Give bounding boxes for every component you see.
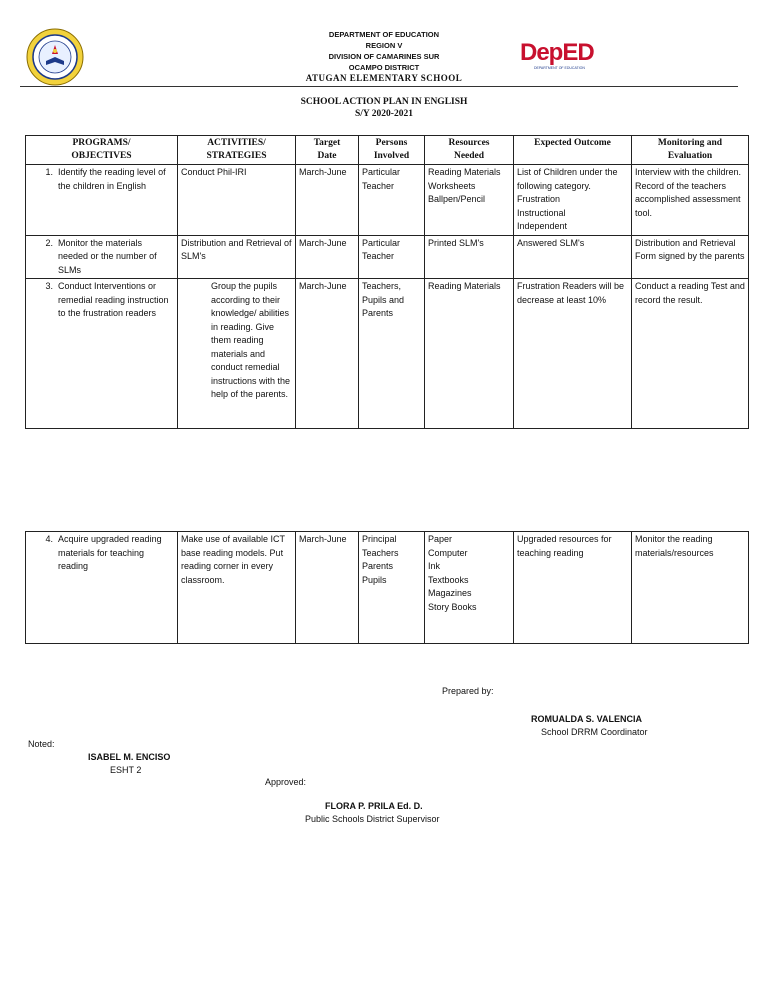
outcome-cell: Frustration Readers will be decrease at least 10% [514, 279, 632, 429]
target-cell: March-June [296, 235, 359, 279]
resources-cell: Printed SLM's [425, 235, 514, 279]
monitoring-cell: Interview with the children. Record of the teachers accomplished assessment tool. [632, 165, 749, 236]
deped-logo-text: DepED [520, 39, 594, 66]
table-header-row [26, 136, 749, 165]
target-cell: March-June [296, 532, 359, 644]
noted-by-title: ESHT 2 [110, 765, 142, 775]
objective-cell: 1. Identify the reading level of the children in English [26, 165, 178, 236]
header-programs: PROGRAMS/ OBJECTIVES [26, 136, 178, 165]
outcome-cell: List of Children under the following category. Frustration Instructional Independent [514, 165, 632, 236]
deped-logo [520, 39, 594, 74]
objective-cell: 3. Conduct Interventions or remedial reading instruction to the frustration readers [26, 279, 178, 429]
activity-cell: Make use of available ICT base reading models. Put reading corner in every classroom. [178, 532, 296, 644]
monitoring-cell: Distribution and Retrieval Form signed by the parents [632, 235, 749, 279]
header-persons: Persons Involved [359, 136, 425, 165]
activity-cell: Group the pupils according to their knowledge/ abilities in reading. Give them reading materials and conduct remedial instructions with the help of the parents. [178, 279, 296, 429]
approved-by-name: FLORA P. PRILA Ed. D. [325, 801, 423, 811]
header-outcome: Expected Outcome [514, 136, 632, 165]
header-monitoring: Monitoring and Evaluation [632, 136, 749, 165]
activity-cell: Conduct Phil-IRI [178, 165, 296, 236]
noted-by-name: ISABEL M. ENCISO [88, 752, 171, 762]
department-name: DEPARTMENT OF EDUCATION [328, 30, 440, 39]
deped-logo-sub: DEPARTMENT OF EDUCATION [534, 66, 585, 70]
activity-cell: Distribution and Retrieval of SLM's [178, 235, 296, 279]
table-row [26, 532, 749, 644]
target-cell: March-June [296, 165, 359, 236]
persons-cell: Particular Teacher [359, 165, 425, 236]
header-divider [20, 86, 738, 87]
division-name: DIVISION OF CAMARINES SUR [328, 52, 440, 61]
table-row [26, 165, 749, 236]
objective-cell: 4. Acquire upgraded reading materials for teaching reading [26, 532, 178, 644]
prepared-by-name: ROMUALDA S. VALENCIA [531, 714, 642, 724]
resources-cell: Reading Materials [425, 279, 514, 429]
header-activities: ACTIVITIES/ STRATEGIES [178, 136, 296, 165]
approved-by-title: Public Schools District Supervisor [305, 814, 440, 824]
target-cell: March-June [296, 279, 359, 429]
header-target: Target Date [296, 136, 359, 165]
school-year: S/Y 2020-2021 [355, 109, 413, 119]
objective-cell: 2. Monitor the materials needed or the number of SLMs [26, 235, 178, 279]
header-resources: Resources Needed [425, 136, 514, 165]
outcome-cell: Answered SLM's [514, 235, 632, 279]
resources-cell: Reading Materials Worksheets Ballpen/Pencil [425, 165, 514, 236]
monitoring-cell: Monitor the reading materials/resources [632, 532, 749, 644]
approved-label: Approved: [265, 777, 307, 787]
table-row [26, 279, 749, 429]
resources-cell: Paper Computer Ink Textbooks Magazines Story Books [425, 532, 514, 644]
persons-cell: Principal Teachers Parents Pupils [359, 532, 425, 644]
monitoring-cell: Conduct a reading Test and record the result. [632, 279, 749, 429]
noted-label: Noted: [28, 739, 55, 749]
school-name: ATUGAN ELEMENTARY SCHOOL [305, 73, 463, 83]
table-row [26, 235, 749, 279]
region-name: REGION V [365, 41, 403, 50]
prepared-by-label: Prepared by: [442, 686, 494, 696]
persons-cell: Particular Teacher [359, 235, 425, 279]
district-name: OCAMPO DISTRICT [348, 63, 420, 72]
persons-cell: Teachers, Pupils and Parents [359, 279, 425, 429]
action-plan-table [25, 135, 749, 429]
outcome-cell: Upgraded resources for teaching reading [514, 532, 632, 644]
plan-title: SCHOOL ACTION PLAN IN ENGLISH [300, 97, 468, 107]
action-plan-table-continued [25, 531, 749, 644]
prepared-by-title: School DRRM Coordinator [541, 727, 648, 737]
